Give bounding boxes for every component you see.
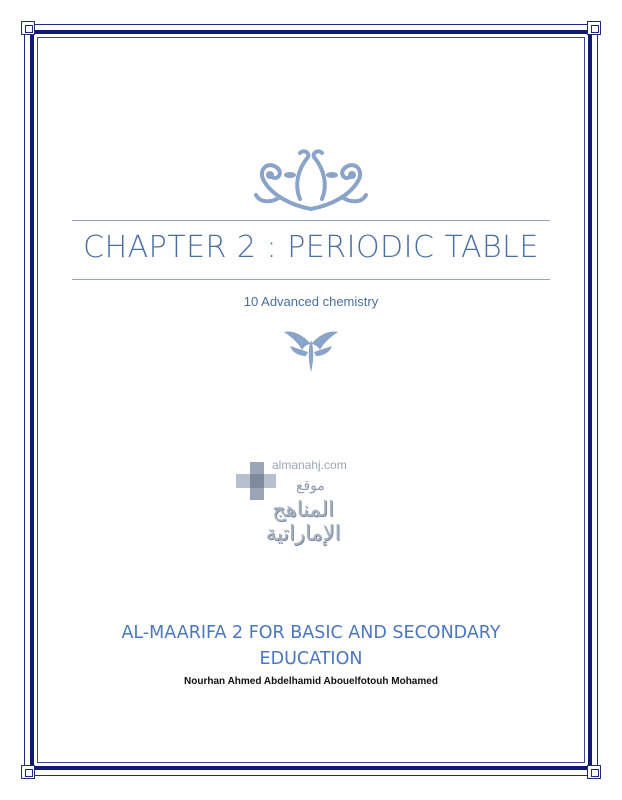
fleur-ornament-icon bbox=[282, 326, 340, 372]
corner-bottom-right bbox=[587, 765, 601, 779]
watermark-domain: almanahj.com bbox=[272, 458, 347, 472]
floral-scroll-icon bbox=[250, 145, 372, 213]
corner-top-left bbox=[21, 21, 35, 35]
watermark-arabic-small: موقع bbox=[296, 478, 325, 494]
author-name: Nourhan Ahmed Abdelhamid Abouelfotouh Mohamed bbox=[184, 676, 438, 687]
watermark-arabic-main: المناهج الإماراتية bbox=[265, 497, 341, 545]
title-rule-top bbox=[72, 220, 550, 221]
title-rule-bottom bbox=[72, 279, 550, 280]
corner-top-right bbox=[587, 21, 601, 35]
subtitle: 10 Advanced chemistry bbox=[243, 294, 379, 309]
page-title: CHAPTER 2 : PERIODIC TABLE bbox=[83, 230, 539, 265]
corner-bottom-left bbox=[21, 765, 35, 779]
school-name: AL-MAARIFA 2 FOR BASIC AND SECONDARY EDUCATION bbox=[121, 623, 501, 669]
